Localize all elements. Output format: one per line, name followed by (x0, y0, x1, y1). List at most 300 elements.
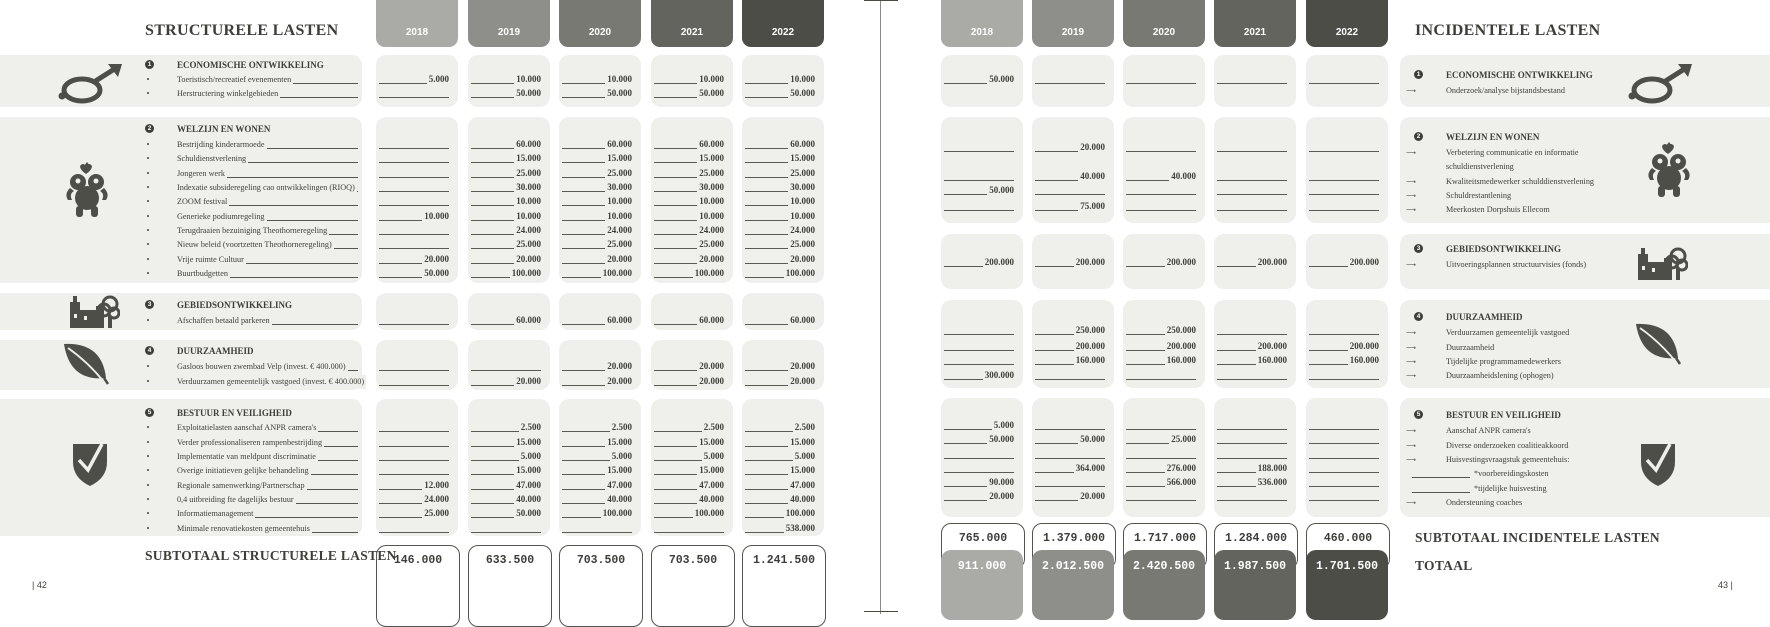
cell-line (1309, 151, 1379, 152)
bullet-icon: • (146, 481, 150, 490)
cell-line (1309, 472, 1379, 473)
cell-line (1035, 379, 1105, 380)
left-value-cell (471, 464, 541, 478)
arrow-icon: ⟶ (1406, 206, 1417, 214)
left-value-cell (562, 152, 632, 166)
left-value: 20.000 (699, 376, 724, 386)
left-value-cell (654, 210, 724, 224)
left-value-cell (654, 360, 724, 374)
cell-line (1217, 180, 1287, 181)
left-value: 15.000 (699, 437, 724, 447)
right-group-band-1 (1400, 55, 1770, 107)
arrow-icon: ⟶ (1406, 456, 1417, 464)
right-item-row (1406, 258, 1706, 272)
left-value-cell (654, 507, 724, 521)
left-value-cell (562, 436, 632, 450)
right-value: 200.000 (1166, 257, 1196, 267)
left-value-cell (471, 138, 541, 152)
economy-icon (56, 62, 124, 111)
incidental-subtotal-2021: 1.284.000 (1214, 523, 1298, 569)
structural-subtotal-2018: 146.000 (376, 545, 460, 627)
right-value: 160.000 (1075, 355, 1105, 365)
left-value-cell (654, 375, 724, 389)
left-value: 20.000 (699, 254, 724, 264)
left-value: 20.000 (790, 254, 815, 264)
left-value-cell (471, 375, 541, 389)
cell-line (1309, 443, 1379, 444)
left-value: 24.000 (607, 225, 632, 235)
right-item-row (1406, 453, 1706, 467)
right-value-cell (944, 433, 1014, 447)
left-value: 10.000 (424, 211, 449, 221)
left-value-cell (562, 238, 632, 252)
left-item-label: Vrije ruimte Cultuur (177, 253, 246, 267)
cell-line (1035, 194, 1105, 195)
right-value-cell (1035, 419, 1105, 433)
left-group-title-4: DUURZAAMHEID (177, 346, 254, 356)
left-value: 100.000 (694, 268, 724, 278)
arrow-icon: ⟶ (1406, 344, 1417, 352)
left-item-row (145, 464, 358, 478)
right-item-row (1406, 482, 1706, 496)
right-value-cell (1217, 324, 1287, 338)
left-value-cell (379, 479, 449, 493)
left-item-label: Minimale renovatiekosten gemeentehuis (177, 522, 312, 536)
left-value-cell (654, 479, 724, 493)
cell-line (1035, 83, 1105, 84)
left-item-label: 0,4 uitbreiding fte dagelijks bestuur (177, 493, 296, 507)
right-value: 200.000 (1349, 341, 1379, 351)
cell-line (379, 162, 449, 163)
left-value: 100.000 (785, 268, 815, 278)
right-value-cell (1035, 256, 1105, 270)
right-year-header-2022: 2022 (1306, 0, 1388, 47)
right-value-cell (1309, 354, 1379, 368)
right-value: 250.000 (1075, 325, 1105, 335)
left-value: 15.000 (516, 465, 541, 475)
bullet-icon: • (146, 423, 150, 432)
right-group-number-dot: 1 (1414, 70, 1423, 79)
structural-subtotal-2020: 703.500 (559, 545, 643, 627)
cell-line (1217, 458, 1287, 459)
right-value-cell (1126, 462, 1196, 476)
right-value-cell (944, 324, 1014, 338)
left-value-cell (471, 314, 541, 328)
left-value: 100.000 (602, 508, 632, 518)
left-value: 10.000 (607, 211, 632, 221)
left-group-title-2: WELZIJN EN WONEN (177, 124, 271, 134)
left-item-row (145, 479, 358, 493)
incidental-subtotal-2022: 460.000 (1306, 523, 1390, 569)
arrow-icon: ⟶ (1406, 261, 1417, 269)
right-value: 536.000 (1257, 477, 1287, 487)
left-value-cell (745, 360, 815, 374)
left-value: 50.000 (699, 88, 724, 98)
arrow-icon: ⟶ (1406, 372, 1417, 380)
page-number-right: 43 | (1718, 580, 1733, 590)
right-item-row (1406, 439, 1706, 453)
left-value-cell (654, 493, 724, 507)
right-value-cell (1217, 462, 1287, 476)
right-item-label: Uitvoeringsplannen structuurvisies (fonds) (1446, 258, 1588, 272)
right-value-cell (1126, 433, 1196, 447)
left-value: 2.500 (611, 422, 632, 432)
cell-line (1217, 429, 1287, 430)
cell-line (379, 324, 449, 325)
left-value-cell (471, 167, 541, 181)
left-value-cell (379, 238, 449, 252)
cell-line (1217, 151, 1287, 152)
cell-line (1126, 83, 1196, 84)
right-value-cell (1126, 184, 1196, 198)
left-value: 20.000 (607, 254, 632, 264)
left-value-cell (471, 152, 541, 166)
left-value-cell (562, 314, 632, 328)
left-value-cell (562, 210, 632, 224)
left-item-label: Herstructering winkelgebieden (177, 87, 280, 101)
cell-line (1035, 429, 1105, 430)
right-value-cell (1035, 73, 1105, 87)
right-group-title-3: GEBIEDSONTWIKKELING (1446, 244, 1562, 254)
left-group-title-3: GEBIEDSONTWIKKELING (177, 300, 293, 310)
left-item-row (145, 267, 358, 281)
left-value: 25.000 (699, 239, 724, 249)
left-value: 10.000 (699, 211, 724, 221)
left-value: 15.000 (607, 153, 632, 163)
right-value-cell (1309, 462, 1379, 476)
left-item-row (145, 195, 358, 209)
left-value-cell (471, 522, 541, 536)
right-value-cell (944, 354, 1014, 368)
left-value-cell (562, 224, 632, 238)
left-value-cell (562, 507, 632, 521)
left-value-cell (745, 375, 815, 389)
right-value: 50.000 (989, 74, 1014, 84)
cell-line (1217, 334, 1287, 335)
left-group-number-dot: 2 (145, 124, 154, 133)
left-item-row (145, 167, 358, 181)
right-value-cell (1309, 324, 1379, 338)
left-item-row (145, 507, 358, 521)
left-item-label: Overige initiatieven gelijke behandeling (177, 464, 311, 478)
bullet-icon: • (146, 524, 150, 533)
left-item-label: Verduurzamen gemeentelijk vastgoed (invest. € 400.000) (177, 375, 366, 389)
buildings-icon (68, 292, 120, 335)
left-value: 10.000 (699, 196, 724, 206)
cell-line (944, 210, 1014, 211)
arrow-icon: ⟶ (1406, 192, 1417, 200)
left-value: 20.000 (699, 361, 724, 371)
left-item-row (145, 210, 358, 224)
left-value-cell (654, 314, 724, 328)
left-value: 15.000 (699, 465, 724, 475)
right-item-label: Duurzaamheid (1446, 341, 1496, 355)
left-value: 10.000 (607, 74, 632, 84)
right-value-cell (1126, 448, 1196, 462)
left-value-cell (745, 267, 815, 281)
cell-line (1035, 486, 1105, 487)
right-value-cell (944, 369, 1014, 383)
right-value: 200.000 (1075, 341, 1105, 351)
left-item-row (145, 314, 358, 328)
right-group-number-2 (1414, 132, 1429, 141)
left-value: 25.000 (424, 508, 449, 518)
structural-subtotal-2019: 633.500 (468, 545, 552, 627)
cell-line (379, 446, 449, 447)
right-group-number-dot: 4 (1414, 312, 1423, 321)
left-value-cell (379, 360, 449, 374)
leader-line (1412, 492, 1470, 493)
left-value-cell (471, 479, 541, 493)
right-value: 276.000 (1166, 463, 1196, 473)
right-item-row-continued (1406, 160, 1706, 174)
left-value: 15.000 (699, 153, 724, 163)
left-value-cell (471, 450, 541, 464)
right-value-cell (1217, 476, 1287, 490)
left-value: 100.000 (602, 268, 632, 278)
cell-line (379, 385, 449, 386)
left-value-cell (745, 73, 815, 87)
right-item-row (1406, 355, 1706, 369)
book-spine (880, 0, 881, 614)
cell-line (1217, 194, 1287, 195)
right-item-label: Onderzoek/analyse bijstandsbestand (1446, 84, 1567, 98)
total-2021: 1.987.500 (1214, 550, 1296, 620)
right-value: 40.000 (1080, 171, 1105, 181)
right-group-number-1 (1414, 70, 1429, 79)
left-value-cell (654, 138, 724, 152)
left-value: 20.000 (516, 254, 541, 264)
left-value-cell (745, 507, 815, 521)
left-value: 10.000 (607, 196, 632, 206)
right-value: 566.000 (1166, 477, 1196, 487)
left-item-row (145, 87, 358, 101)
cell-line (1309, 486, 1379, 487)
left-value: 30.000 (790, 182, 815, 192)
cell-line (379, 532, 449, 533)
right-value-cell (1309, 476, 1379, 490)
right-value-cell (1126, 490, 1196, 504)
arrow-icon: ⟶ (1406, 499, 1417, 507)
right-value: 90.000 (989, 477, 1014, 487)
left-item-label: Regionale samenwerking/Partnerschap (177, 479, 307, 493)
bullet-icon: • (146, 438, 150, 447)
right-item-row (1406, 467, 1706, 481)
right-value-cell (1035, 369, 1105, 383)
left-value-cell (379, 181, 449, 195)
bullet-icon: • (146, 269, 150, 278)
right-group-number-dot: 2 (1414, 132, 1423, 141)
right-value-cell (944, 141, 1014, 155)
right-value: 160.000 (1349, 355, 1379, 365)
left-value: 47.000 (607, 480, 632, 490)
structural-costs-title: STRUCTURELE LASTEN (145, 22, 339, 39)
left-item-label: Schuldienstverlening (177, 152, 248, 166)
left-value: 30.000 (516, 182, 541, 192)
left-value: 20.000 (607, 376, 632, 386)
left-item-row (145, 152, 358, 166)
right-value: 364.000 (1075, 463, 1105, 473)
left-value-cell (654, 181, 724, 195)
left-value: 10.000 (516, 211, 541, 221)
left-value: 10.000 (699, 74, 724, 84)
left-group-number-3 (145, 300, 160, 309)
shield-icon (70, 440, 110, 493)
left-value-cell (654, 464, 724, 478)
cell-line (379, 148, 449, 149)
left-group-number-5 (145, 408, 160, 417)
left-value-cell (471, 195, 541, 209)
right-value-cell (1126, 324, 1196, 338)
cell-line (944, 180, 1014, 181)
left-value-cell (654, 436, 724, 450)
left-value-cell (745, 522, 815, 536)
left-item-label: Terugdraaien bezuiniging Theothorneregeling (177, 224, 329, 238)
right-value-cell (1217, 340, 1287, 354)
left-item-label: Buurtbudgetten (177, 267, 230, 281)
bullet-icon: • (146, 212, 150, 221)
left-value-cell (562, 87, 632, 101)
right-value-cell (1309, 256, 1379, 270)
left-group-number-2 (145, 124, 160, 133)
right-value-cell (1309, 490, 1379, 504)
left-value: 25.000 (607, 168, 632, 178)
left-value-cell (654, 224, 724, 238)
left-value-cell (379, 436, 449, 450)
right-item-row (1406, 341, 1706, 355)
right-value-cell (1309, 73, 1379, 87)
right-value-cell (1309, 170, 1379, 184)
left-value: 50.000 (790, 88, 815, 98)
left-year-header-2018: 2018 (376, 0, 458, 47)
cell-line (944, 364, 1014, 365)
total-2020: 2.420.500 (1123, 550, 1205, 620)
left-value-cell (654, 238, 724, 252)
cell-line (1309, 210, 1379, 211)
right-item-label: *voorbereidingskosten (1474, 467, 1551, 481)
right-value-cell (1309, 448, 1379, 462)
cell-line (471, 532, 541, 533)
total-label: TOTAAL (1415, 558, 1473, 573)
left-value: 5.000 (794, 451, 815, 461)
left-item-row (145, 522, 358, 536)
cell-line (1126, 500, 1196, 501)
right-group-title-1: ECONOMISCHE ONTWIKKELING (1446, 70, 1593, 80)
left-item-label: Afschaffen betaald parkeren (177, 314, 272, 328)
left-value: 10.000 (516, 196, 541, 206)
left-value-cell (745, 167, 815, 181)
right-value: 25.000 (1171, 434, 1196, 444)
cell-line (1217, 83, 1287, 84)
cell-line (562, 532, 632, 533)
cell-line (1309, 180, 1379, 181)
right-group-number-dot: 3 (1414, 244, 1423, 253)
cell-line (1309, 500, 1379, 501)
left-group-number-dot: 4 (145, 346, 154, 355)
left-value-cell (654, 195, 724, 209)
left-value: 538.000 (785, 523, 815, 533)
arrow-icon: ⟶ (1406, 178, 1417, 186)
left-value-cell (379, 522, 449, 536)
left-value-cell (562, 138, 632, 152)
left-value-cell (471, 210, 541, 224)
left-value: 24.000 (516, 225, 541, 235)
left-value-cell (745, 195, 815, 209)
left-value: 10.000 (790, 74, 815, 84)
left-value-cell (379, 167, 449, 181)
left-group-number-dot: 3 (145, 300, 154, 309)
leaf-icon (60, 340, 110, 391)
bullet-icon: • (146, 255, 150, 264)
right-value-cell (1126, 170, 1196, 184)
right-value-cell (1126, 200, 1196, 214)
left-year-header-2020: 2020 (559, 0, 641, 47)
left-value: 15.000 (516, 437, 541, 447)
left-group-number-dot: 5 (145, 408, 154, 417)
right-year-header-2020: 2020 (1123, 0, 1205, 47)
right-item-row (1406, 496, 1706, 510)
left-group-title-5: BESTUUR EN VEILIGHEID (177, 408, 292, 418)
left-value: 15.000 (790, 153, 815, 163)
right-value: 50.000 (1080, 434, 1105, 444)
right-value: 20.000 (1080, 491, 1105, 501)
cell-line (379, 205, 449, 206)
left-value: 40.000 (607, 494, 632, 504)
left-value-cell (562, 375, 632, 389)
right-value: 200.000 (1257, 257, 1287, 267)
left-value-cell (471, 507, 541, 521)
incidental-costs-title: INCIDENTELE LASTEN (1415, 22, 1601, 39)
left-value: 50.000 (424, 268, 449, 278)
right-value-cell (944, 170, 1014, 184)
left-value-cell (562, 195, 632, 209)
bullet-icon: • (146, 154, 150, 163)
cell-line (1126, 151, 1196, 152)
left-value: 40.000 (790, 494, 815, 504)
left-value-cell (379, 87, 449, 101)
left-item-label: Generieke podiumregeling (177, 210, 267, 224)
right-value-cell (1217, 200, 1287, 214)
right-group-title-5: BESTUUR EN VEILIGHEID (1446, 410, 1561, 420)
left-value-cell (745, 436, 815, 450)
left-item-label: Informatiemanagement (177, 507, 255, 521)
right-value-cell (1309, 184, 1379, 198)
left-item-row (145, 421, 358, 435)
cell-line (379, 370, 449, 371)
right-item-label: Tijdelijke programmamedewerkers (1446, 355, 1563, 369)
left-value-cell (471, 73, 541, 87)
left-value: 60.000 (607, 139, 632, 149)
left-value-cell (745, 181, 815, 195)
left-value-cell (562, 167, 632, 181)
right-value-cell (1217, 73, 1287, 87)
cell-line (944, 458, 1014, 459)
cell-line (1035, 458, 1105, 459)
left-value-cell (654, 167, 724, 181)
left-value: 60.000 (607, 315, 632, 325)
bullet-icon: • (146, 140, 150, 149)
total-2018: 911.000 (941, 550, 1023, 620)
right-value: 200.000 (1166, 341, 1196, 351)
right-value-cell (1126, 340, 1196, 354)
right-value: 300.000 (984, 370, 1014, 380)
right-value-cell (1126, 476, 1196, 490)
left-value-cell (745, 479, 815, 493)
right-value: 188.000 (1257, 463, 1287, 473)
left-value: 60.000 (699, 139, 724, 149)
left-value: 12.000 (424, 480, 449, 490)
right-value-cell (1309, 419, 1379, 433)
